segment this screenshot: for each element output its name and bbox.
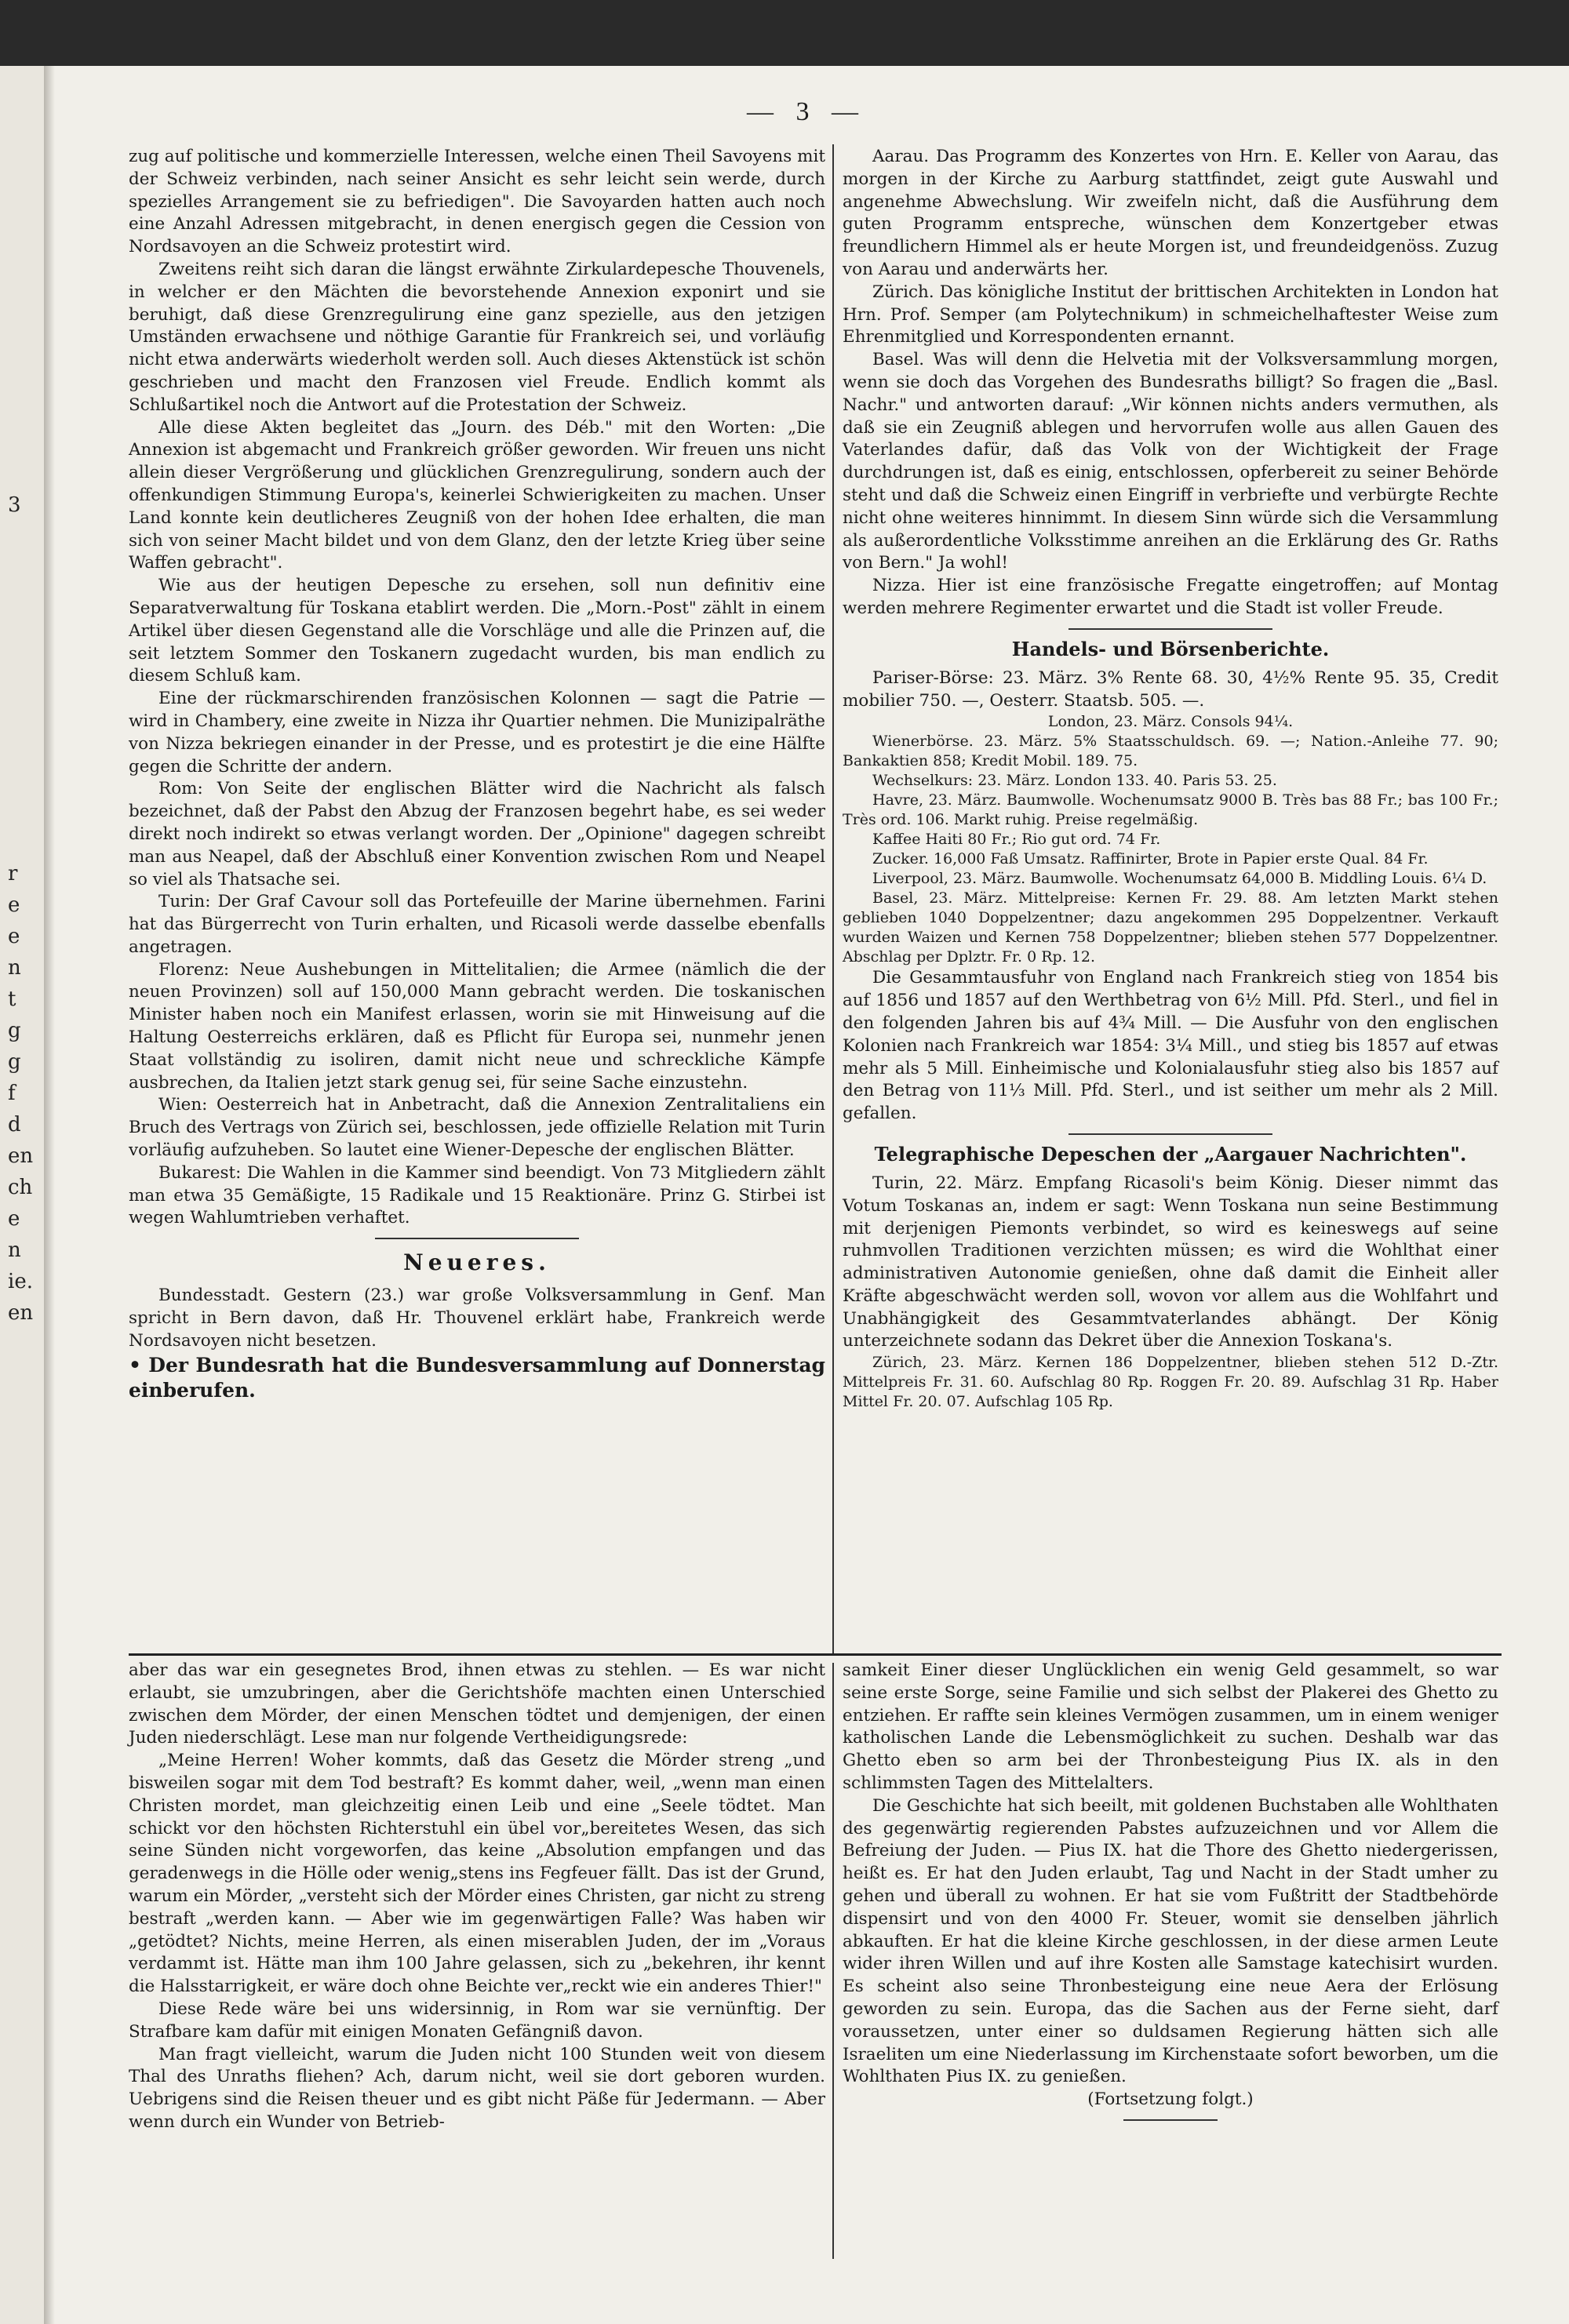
feuilleton-paragraph: Man fragt vielleicht, warum die Juden nicht 100 Stunden weit von diesem Thal des Unraths fliehen? Ach, darum nicht, weil sie dort geboren wurden. Uebrigens sind die Reisen theuer und es gibt nicht Päße für Jedermann. — Aber wenn durch ein Wunder von Betrieb- [129,2044,825,2132]
article-paragraph: Die Gesammtausfuhr von England nach Frankreich stieg von 1854 bis auf 1856 und 1857 auf den Werthbetrag von 6½ Mill. Pfd. Sterl., und fiel in den folgenden Jahren bis auf 4¾ Mill. — Die Ausfuhr von den englischen Kolonien nach Frankreich war 1854: 3¼ Mill., und stieg bis 1857 auf etwas mehr als 5 Mill. Einheimische und Kolonialausfuhr stieg also bis 1857 auf den Betrag von 11⅓ Mill. Pfd. Sterl., und ist seither um mehr als 2 Mill. gefallen. [843,968,1498,1124]
section-rule [1068,1133,1272,1135]
feuilleton-right [843,1660,1498,2287]
market-report: Liverpool, 23. März. Baumwolle. Wochenumsatz 64,000 B. Middling Louis. 6¼ D. [872,870,1487,888]
article-paragraph: Turin: Der Graf Cavour soll das Portefeuille der Marine übernehmen. Farini hat das Bürgerrecht von Turin erhalten, und Ricasoli werde dasselbe ebenfalls angetragen. [129,892,825,957]
column-divider [832,144,834,1654]
market-report: London, 23. März. Consols 94¼. [1047,713,1294,731]
article-paragraph: Rom: Von Seite der englischen Blätter wird die Nachricht als falsch bezeichnet, daß der Pabst den Abzug der Franzosen begehrt habe, es sei weder direkt noch indirekt so etwas verlangt worden. Der „Opinione" dagegen schreibt man aus Neapel, daß der Abschluß einer Konvention zwischen Rom und Neapel so viel als Thatsache sei. [129,779,825,889]
article-paragraph: Eine der rückmarschirenden französischen Kolonnen — sagt die Patrie — wird in Chambery, eine zweite in Nizza ihr Quartier nehmen. Die Munizipalräthe von Nizza bekriegen einander in der Presse, und es protestirt je die eine Hälfte gegen die Schritte der andern. [129,689,825,776]
column-divider [832,1663,834,2259]
bold-notice: • Der Bundesrath hat die Bundesversammlung auf Donnerstag einberufen. [129,1353,825,1402]
prev-page-fragment: n [8,956,21,980]
article-paragraph: Bundesstadt. Gestern (23.) war große Volksversammlung in Genf. Man spricht in Bern davon, daß Hr. Thouvenel erklärt habe, Frankreich werde Nordsavoyen nicht besetzen. [129,1286,825,1351]
continuation-note: (Fortsetzung folgt.) [1087,2089,1254,2110]
end-rule [1123,2119,1218,2121]
prev-page-fragment: g [8,1019,21,1042]
section-title-telegraph: Telegraphische Depeschen der „Aargauer Nachrichten". [874,1142,1467,1166]
prev-page-fragment: 3 [8,493,21,517]
prev-page-fragment: e [8,925,20,948]
market-report: Wienerbörse. 23. März. 5% Staatsschuldsch. 69. —; Nation.-Anleihe 77. 90; Bankaktien 858; Kredit Mobil. 189. 75. [843,733,1498,770]
market-report: Basel, 23. März. Mittelpreise: Kernen Fr. 29. 88. Am letzten Markt stehen geblieben 1040 Doppelzentner; dazu angekommen 295 Doppelzentner. Verkauft wurden Waizen und Kernen 758 Doppelzentner; blieben stehen 577 Doppelzentner. Abschlag per Dplztr. Fr. 0 Rp. 12. [843,889,1498,966]
article-paragraph: Wie aus der heutigen Depesche zu ersehen, soll nun definitiv eine Separatverwaltung für Toskana etablirt werden. Die „Morn.-Post" zählt in einem Artikel über diesen Gegenstand alle die Vorschläge und alle die Prinzen auf, die seit letztem Sommer den Toskanern zugedacht wurden, bis man endlich zu diesem Schluß kam. [129,576,825,686]
market-report: Zucker. 16,000 Faß Umsatz. Raffinirter, Brote in Papier erste Qual. 84 Fr. [872,850,1429,868]
article-paragraph: Zweitens reiht sich daran die längst erwähnte Zirkulardepesche Thouvenels, in welcher er den Mächten die bevorstehende Annexion exponirt und sie beruhigt, daß diese Grenzregulirung eine ganz spezielle, aus den jetzigen Umständen erwachsene und nöthige Garantie für Frankreich sei, und vorläufig nicht etwa anderwärts wiederholt werden soll. Auch dieses Aktenstück ist schön geschrieben und macht den Franzosen viel Freude. Endlich kommt als Schlußartikel noch die Antwort auf die Protestation der Schweiz. [129,259,825,415]
prev-page-fragment: n [8,1238,21,1262]
market-report: Wechselkurs: 23. März. London 133. 40. Paris 53. 25. [872,772,1277,790]
prev-page-fragment: en [8,1301,34,1325]
page-number: — 3 — [747,97,866,126]
article-paragraph: Alle diese Akten begleitet das „Journ. des Déb." mit den Worten: „Die Annexion ist abgemacht und Frankreich größer geworden. Wir freuen uns nicht allein dieser Vergrößerung und glücklichen Grenzregulirung, sondern auch der offenkundigen Stimmung Europa's, keinerlei Schwierigkeiten zu machen. Unser Land konnte kein deutlicheres Zeugniß von der hohen Idee erhalten, die man sich von seiner Macht bildet und von dem Glanz, den der letzte Krieg über seine Waffen gebracht". [129,417,825,573]
column-top-right [843,146,1498,1661]
feuilleton-paragraph: samkeit Einer dieser Unglücklichen ein wenig Geld gesammelt, so war seine erste Sorge, seine Familie und sich selbst der Plakerei des Ghetto zu entziehen. Er raffte sein kleines Vermögen zusammen, um in einem weniger katholischen Lande die Lebensmöglichkeit zu suchen. Deshalb war das Ghetto eben so arm bei der Thronbesteigung Pius IX. als in den schlimmsten Tagen des Mittelalters. [843,1660,1498,1793]
feuilleton-paragraph: aber das war ein gesegnetes Brod, ihnen etwas zu stehlen. — Es war nicht erlaubt, sie umzubringen, aber die Gerichtshöfe machten einen Unterschied zwischen dem Mörder, der einen Menschen tödtet und demjenigen, der einen Juden niederschlägt. Lese man nur folgende Vertheidigungsrede: [129,1660,825,1748]
prev-page-fragment: e [8,1207,20,1231]
prev-page-fragment: t [8,987,16,1011]
feuilleton-paragraph: Die Geschichte hat sich beeilt, mit goldenen Buchstaben alle Wohlthaten des gegenwärtig regierenden Pabstes aufzuzeichnen und vor Allem die Befreiung der Juden. — Pius IX. hat die Thore des Ghetto niedergerissen, heißt es. Er hat den Juden erlaubt, Tag und Nacht in der Stadt umher zu gehen und überall zu wohnen. Er hat sie vom Fußtritt der Stadtbehörde dispensirt und von den 4000 Fr. Steuer, womit sie denselben jährlich abkauften. Er hat die kleine Kirche geschlossen, in der diese armen Leute wider ihren Willen und auf ihre Kosten alle Samstage katechisirt wurden. Es scheint also seine Thronbesteigung eine neue Aera der Erlösung geworden zu sein. Europa, das die Sachen aus der Ferne sieht, darf voraussetzen, unter einer so duldsamen Regierung hätten sich alle Israeliten um eine Niederlassung im Kirchenstaate sofort beworben, um die Wohlthaten Pius IX. zu genießen. [843,1795,1498,2087]
article-paragraph: Bukarest: Die Wahlen in die Kammer sind beendigt. Von 73 Mitgliedern zählt man etwa 35 Gemäßigte, 15 Radikale und 15 Reaktionäre. Prinz G. Stirbei ist wegen Wahlumtrieben verhaftet. [129,1162,825,1228]
market-report: Kaffee Haiti 80 Fr.; Rio gut ord. 74 Fr. [872,831,1161,849]
previous-page-edge [0,66,44,2324]
prev-page-fragment: en [8,1144,34,1168]
feuilleton-paragraph: Diese Rede wäre bei uns widersinnig, in Rom war sie vernünftig. Der Strafbare kam dafür mit einigen Monaten Gefängniß davon. [129,1998,825,2042]
article-paragraph: Florenz: Neue Aushebungen in Mittelitalien; die Armee (nämlich die der neuen Provinzen) soll auf 150,000 Mann gebracht werden. Die toskanischen Minister haben noch ein Manifest erlassen, worin sie mit Hinweisung auf die Haltung Oesterreichs erklären, daß es Pflicht für Europa sei, nunmehr jenen Staat vollständig zu isoliren, damit nicht neue und schreckliche Kämpfe ausbrechen, da Italien jetzt stark genug sei, für seine Sache einzustehn. [129,959,825,1093]
prev-page-fragment: e [8,893,20,917]
feuilleton-left [129,1660,825,2287]
article-paragraph: zug auf politische und kommerzielle Interessen, welche einen Theil Savoyens mit der Schweiz verbinden, nach seiner Ansicht es sehr leicht sein werde, durch spezielles Arrangement sie zu befriedigen". Die Savoyarden hatten auch noch eine Anzahl Adressen mitgebracht, in denen energisch gegen die Cession von Nordsavoyen an die Schweiz protestirt wird. [129,147,825,257]
article-paragraph: Turin, 22. März. Empfang Ricasoli's beim König. Dieser nimmt das Votum Toskanas an, indem er sagt: Wenn Toskana nun seine Bestimmung mit derjenigen Piemonts verbindet, so wird es keineswegs auf seine ruhmvollen Traditionen verzichten müssen; es wird die Wohlthat einer administrativen Autonomie genießen, ohne daß damit die Einheit aller Kräfte abgeschwächt werden soll, wovon vor allem aus die Wohlfahrt und Unabhängigkeit des Gesammtvaterlandes abhängt. Der König unterzeichnete sodann das Dekret über die Annexion Toskana's. [843,1173,1498,1351]
prev-page-fragment: r [8,862,18,886]
prev-page-fragment: ch [8,1176,33,1199]
article-paragraph: Wien: Oesterreich hat in Anbetracht, daß die Annexion Zentralitaliens ein Bruch des Vertrags von Zürich sei, beschlossen, jede offizielle Relation mit Turin vorläufig aufzuheben. So lautet eine Wiener-Depesche der englischen Blätter. [129,1095,825,1161]
section-rule [375,1238,579,1239]
section-title-neueres: Neueres. [403,1249,551,1276]
market-report: Zürich, 23. März. Kernen 186 Doppelzentner, blieben stehen 512 D.-Ztr. Mittelpreis Fr. 31. 60. Aufschlag 80 Rp. Roggen Fr. 20. 89. Aufschlag 31 Rp. Haber Mittel Fr. 20. 07. Aufschlag 105 Rp. [843,1354,1498,1411]
column-top-left [129,146,825,1661]
section-title-handel: Handels- und Börsenberichte. [1011,637,1330,660]
article-paragraph: Basel. Was will denn die Helvetia mit der Volksversammlung morgen, wenn sie doch das Vorgehen des Bundesraths billigt? So fragen die „Basl. Nachr." und antworten darauf: „Wir können nichts anders vermuthen, als daß sie ein Zeugniß ablegen und hervorrufen wolle aus allen Gauen des Vaterlandes dafür, daß das Volk von der Wichtigkeit der Frage durchdrungen ist, daß es einig, entschlossen, opferbereit zu seiner Behörde steht und daß die Schweiz einen Eingriff in verbriefte und verbürgte Rechte nicht ohne weiteres hinnimmt. In diesem Sinn würde sich die Versammlung als außerordentliche Volksstimme anreihen an die Erklärung des Gr. Raths von Bern." Ja wohl! [843,350,1498,573]
market-report: Havre, 23. März. Baumwolle. Wochenumsatz 9000 B. Très bas 88 Fr.; bas 100 Fr.; Très ord. 106. Markt ruhig. Preise regelmäßig. [843,791,1498,829]
prev-page-fragment: ie. [8,1270,33,1293]
prev-page-fragment: f [8,1082,16,1105]
feuilleton-paragraph: „Meine Herren! Woher kommts, daß das Gesetz die Mörder streng „und bisweilen sogar mit dem Tod bestraft? Es kommt daher, weil, „wenn man einen Christen mordet, man gleichzeitig einen Leib und eine „Seele tödtet. Man schickt vor den höchsten Richterstuhl ein übel vor„bereitetes Wesen, das sich seine Sünden nicht vorgeworfen, das keine „Absolution empfangen und das geradenwegs in die Hölle oder wenig„stens ins Fegfeuer fällt. Das ist der Grund, warum ein Mörder, „versteht sich der Mörder eines Christen, gar nicht zu streng bestraft „werden kann. — Aber wie im gegenwärtigen Falle? Was haben wir „getödtet? Nichts, meine Herren, als einen miserablen Juden, der im „Voraus verdammt ist. Hätte man ihm 100 Jahre gelassen, sich zu „bekehren, ihr kennt die Halsstarrigkeit, er wäre doch ohne Beichte ver„reckt wie ein anderes Thier!" [129,1751,825,1997]
prev-page-fragment: g [8,1050,21,1074]
newspaper-page [44,66,1569,2324]
article-paragraph: Zürich. Das königliche Institut der brittischen Architekten in London hat Hrn. Prof. Semper (am Polytechnikum) in schmeichelhaftester Weise zum Ehrenmitglied und Korrespondenten ernannt. [843,282,1498,347]
prev-page-fragment: d [8,1113,21,1137]
article-paragraph: Aarau. Das Programm des Konzertes von Hrn. E. Keller von Aarau, das morgen in der Kirche zu Aarburg stattfindet, zeigt gute Auswahl und angenehme Abwechslung. Wir zweifeln nicht, daß die Ausführung dem guten Programm entspreche, wünschen dem Konzertgeber etwas freundlichern Himmel als er heute Morgen ist, und freundeidgenöss. Zuzug von Aarau und anderwärts her. [843,147,1498,279]
market-report: Pariser-Börse: 23. März. 3% Rente 68. 30, 4½% Rente 95. 35, Credit mobilier 750. —, Oesterr. Staatsb. 505. —. [843,667,1498,711]
article-paragraph: Nizza. Hier ist eine französische Fregatte eingetroffen; auf Montag werden mehrere Regimenter erwartet und die Stadt ist voller Freude. [843,576,1498,618]
section-rule [1068,628,1272,630]
